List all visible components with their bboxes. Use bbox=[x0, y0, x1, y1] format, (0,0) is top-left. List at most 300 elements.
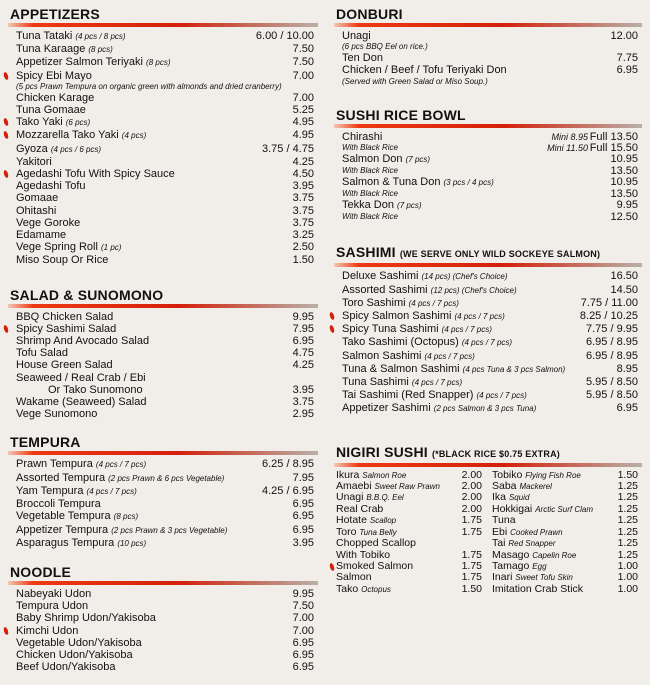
item-name: Edamame bbox=[16, 229, 67, 242]
item-price: 1.75 bbox=[461, 559, 482, 572]
chili-pepper-icon bbox=[328, 562, 335, 571]
item-note: (4 pcs / 7 pcs) bbox=[408, 298, 459, 308]
item-name: Tako bbox=[336, 582, 359, 595]
chili-pepper-icon bbox=[2, 324, 9, 333]
item-name: Toro Sashimi bbox=[342, 296, 406, 309]
item-price: 12.00 bbox=[610, 30, 638, 42]
menu-item bbox=[8, 396, 318, 408]
item-price: 2.00 bbox=[461, 491, 482, 504]
item-price: 1.00 bbox=[617, 571, 638, 584]
item-note: (4 pcs / 7 pcs) bbox=[86, 486, 137, 496]
item-name: Salmon Don bbox=[342, 152, 403, 165]
item-name: Salmon & Tuna Don bbox=[342, 176, 441, 189]
item-name: Unagi bbox=[336, 491, 364, 504]
item-price: 3.95 bbox=[292, 536, 314, 549]
item-price: 1.25 bbox=[617, 502, 638, 515]
item-name: Tofu Salad bbox=[16, 347, 68, 360]
menu-item bbox=[8, 661, 318, 673]
item-note: (6 pcs BBQ Eel on rice.) bbox=[342, 42, 428, 52]
item-name: Chirashi bbox=[342, 130, 383, 143]
item-note: Squid bbox=[508, 493, 530, 503]
menu-item bbox=[8, 498, 318, 510]
item-note: Egg bbox=[532, 561, 547, 571]
item-name: Spicy Ebi Mayo bbox=[16, 69, 92, 82]
item-name: Kimchi Udon bbox=[16, 624, 79, 637]
item-name: Appetizer Sashimi bbox=[342, 402, 431, 415]
menu-item bbox=[490, 515, 642, 526]
menu-item bbox=[8, 311, 318, 323]
section-title: NOODLE bbox=[10, 563, 72, 580]
item-price: 6.95 / 8.95 bbox=[586, 349, 638, 362]
item-name: Real Crab bbox=[336, 502, 384, 515]
item-name: Tempura Udon bbox=[16, 600, 89, 613]
menu-item bbox=[8, 129, 318, 142]
item-note: (7 pcs) bbox=[405, 154, 431, 164]
item-price: 7.00 bbox=[292, 91, 314, 104]
item-note: Sweet Raw Prawn bbox=[374, 482, 440, 492]
item-note: (4 pcs / 7 pcs) bbox=[441, 325, 492, 335]
item-note: (4 pcs / 7 pcs) bbox=[411, 378, 463, 388]
item-price: 6.95 bbox=[292, 498, 314, 511]
item-price: 13.50 bbox=[610, 188, 638, 201]
item-name: Appetizer Salmon Teriyaki bbox=[16, 56, 143, 69]
item-price: 14.50 bbox=[610, 283, 638, 296]
item-price: 4.50 bbox=[292, 168, 314, 181]
item-note: (6 pcs) bbox=[65, 118, 91, 128]
menu-item bbox=[8, 241, 318, 254]
item-name: Assorted Sashimi bbox=[342, 283, 428, 296]
item-note: (8 pcs) bbox=[113, 512, 139, 522]
item-name: Ten Don bbox=[342, 52, 383, 65]
item-price: 7.75 / 9.95 bbox=[586, 323, 638, 336]
menu-item bbox=[334, 402, 642, 415]
menu-item bbox=[490, 584, 642, 595]
section-divider bbox=[8, 451, 318, 455]
section-divider bbox=[8, 304, 318, 308]
item-name: Salmon Sashimi bbox=[342, 349, 422, 362]
item-price: 3.75 / 4.75 bbox=[262, 142, 314, 155]
item-name: Vege Spring Roll bbox=[16, 241, 98, 254]
item-name: Unagi bbox=[342, 30, 371, 42]
item-name: Vegetable Udon/Yakisoba bbox=[16, 636, 142, 649]
item-name: Mozzarella Tako Yaki bbox=[16, 129, 119, 142]
menu-item bbox=[8, 347, 318, 359]
item-price: 6.00 / 10.00 bbox=[255, 30, 314, 42]
item-price: 3.95 bbox=[292, 383, 314, 396]
item-name: Tobiko bbox=[492, 468, 523, 481]
item-price: 1.00 bbox=[617, 582, 638, 595]
item-price: 6.95 bbox=[292, 335, 314, 348]
chili-pepper-icon bbox=[2, 626, 9, 635]
menu-item bbox=[334, 64, 642, 76]
item-price: 1.50 bbox=[461, 582, 482, 595]
menu-item bbox=[8, 43, 318, 56]
item-name: Imitation Crab Stick bbox=[492, 582, 584, 595]
item-price: 7.95 bbox=[292, 322, 314, 335]
item-note: Sweet Tofu Skin bbox=[515, 573, 573, 583]
menu-item bbox=[8, 30, 318, 43]
menu-item bbox=[334, 323, 642, 336]
menu-item bbox=[334, 166, 642, 176]
item-price: 5.95 / 8.50 bbox=[586, 389, 638, 402]
item-price: 1.25 bbox=[617, 514, 638, 527]
item-note: (7 pcs) bbox=[397, 201, 422, 211]
item-name: Chicken / Beef / Tofu Teriyaki Don bbox=[342, 64, 507, 77]
menu-item bbox=[8, 205, 318, 217]
item-note: Red Snapper bbox=[508, 539, 556, 549]
item-note: (10 pcs) bbox=[117, 538, 147, 548]
item-name: Agedashi Tofu bbox=[16, 180, 86, 193]
menu-item bbox=[8, 254, 318, 266]
menu-item bbox=[334, 515, 486, 526]
menu-item bbox=[334, 584, 486, 595]
section-title: DONBURI bbox=[336, 6, 403, 22]
menu-item bbox=[8, 82, 318, 92]
item-note: Cooked Prawn bbox=[510, 527, 563, 537]
item-price: 6.95 bbox=[292, 648, 314, 661]
item-name: Vegetable Tempura bbox=[16, 510, 111, 523]
item-price: 4.95 bbox=[292, 116, 314, 129]
section-divider bbox=[334, 263, 642, 267]
menu-item bbox=[334, 270, 642, 283]
item-name: Prawn Tempura bbox=[16, 458, 93, 471]
item-price: 1.50 bbox=[292, 254, 314, 267]
item-name: Chicken Karage bbox=[16, 91, 95, 104]
item-name: Toro bbox=[336, 525, 357, 538]
section-nigiri bbox=[334, 444, 642, 600]
item-name: Asparagus Tempura bbox=[16, 536, 115, 549]
chili-pepper-icon bbox=[2, 170, 9, 179]
item-price: 7.50 bbox=[292, 600, 314, 613]
item-name: Ohitashi bbox=[16, 204, 57, 217]
item-price-mini: Mini 11.50 bbox=[547, 142, 588, 153]
menu-item bbox=[334, 336, 642, 349]
nigiri-right-list bbox=[490, 470, 642, 595]
section-sashimi bbox=[334, 244, 642, 415]
item-name: Salmon bbox=[336, 571, 372, 584]
item-price: 12.50 bbox=[610, 211, 638, 224]
item-name: Or Tako Sunomono bbox=[48, 383, 143, 396]
menu-item bbox=[334, 284, 642, 297]
item-note: (14 pcs) (Chef's Choice) bbox=[421, 272, 508, 282]
item-name: Gyoza bbox=[16, 142, 48, 155]
item-note: With Black Rice bbox=[342, 212, 398, 222]
item-price: 6.95 bbox=[616, 64, 638, 77]
item-name: Shrimp And Avocado Salad bbox=[16, 335, 150, 348]
item-note: (4 pcs) bbox=[121, 131, 147, 141]
menu-item bbox=[8, 372, 318, 384]
item-note: (8 pcs) bbox=[146, 58, 171, 68]
item-name: Tuna Karaage bbox=[16, 43, 86, 56]
item-note: (Served with Green Salad or Miso Soup.) bbox=[342, 76, 488, 86]
item-price: 5.95 / 8.50 bbox=[586, 376, 638, 389]
section-title: SUSHI RICE BOWL bbox=[336, 106, 466, 123]
menu-item bbox=[8, 143, 318, 156]
item-price: 7.00 bbox=[292, 624, 314, 637]
menu-item bbox=[334, 189, 642, 199]
item-note: Tuna Belly bbox=[359, 527, 397, 537]
item-name: Ikura bbox=[336, 468, 360, 481]
item-price: 1.25 bbox=[617, 525, 638, 538]
item-name: BBQ Chicken Salad bbox=[16, 310, 114, 323]
item-price: 3.75 bbox=[292, 396, 314, 409]
menu-item bbox=[8, 637, 318, 649]
item-note: (4 pcs / 7 pcs) bbox=[454, 312, 505, 322]
item-name: Yam Tempura bbox=[16, 484, 84, 497]
menu-item bbox=[334, 199, 642, 212]
menu-item bbox=[8, 192, 318, 204]
menu-item bbox=[334, 389, 642, 402]
section-title bbox=[336, 244, 642, 262]
item-name: Nabeyaki Udon bbox=[16, 587, 92, 600]
item-price: 4.25 / 6.95 bbox=[262, 484, 314, 497]
item-name: Tuna Gomaae bbox=[16, 104, 86, 117]
section-title bbox=[336, 444, 642, 462]
section-appetizers bbox=[8, 6, 318, 267]
item-name: Inari bbox=[492, 571, 513, 584]
menu-item bbox=[8, 600, 318, 612]
item-name: Amaebi bbox=[336, 480, 372, 493]
section-divider bbox=[8, 581, 318, 585]
item-note: (4 pcs Tuna & 3 pcs Salmon) bbox=[462, 364, 566, 374]
item-price: 7.50 bbox=[292, 56, 314, 69]
item-note: Octopus bbox=[361, 584, 391, 594]
item-price: 13.50 bbox=[610, 165, 638, 178]
section-title-note: (WE SERVE ONLY WILD SOCKEYE SALMON) bbox=[399, 249, 601, 260]
item-name: Hotate bbox=[336, 514, 367, 527]
menu-item bbox=[8, 156, 318, 168]
item-name: Vege Sunomono bbox=[16, 408, 98, 421]
section-rice-bowl bbox=[334, 107, 642, 223]
menu-item bbox=[8, 588, 318, 600]
section-title-text: NIGIRI SUSHI bbox=[336, 443, 428, 460]
item-price: 8.25 / 10.25 bbox=[579, 310, 638, 323]
item-price: 1.75 bbox=[461, 514, 482, 527]
item-name: Tuna bbox=[492, 514, 516, 527]
item-note: (1 pc) bbox=[101, 243, 122, 253]
item-name: Appetizer Tempura bbox=[16, 523, 109, 536]
item-price: 6.95 bbox=[292, 510, 314, 523]
menu-item bbox=[334, 143, 642, 153]
menu-item bbox=[8, 168, 318, 180]
section-title: TEMPURA bbox=[10, 434, 81, 451]
item-price: 1.25 bbox=[617, 548, 638, 561]
item-name: Ika bbox=[492, 491, 507, 504]
item-name: Miso Soup Or Rice bbox=[16, 254, 109, 267]
section-salad bbox=[8, 287, 318, 421]
menu-item bbox=[8, 70, 318, 82]
menu-item bbox=[8, 524, 318, 537]
item-note: (4 pcs / 7 pcs) bbox=[461, 338, 513, 348]
menu-item bbox=[8, 359, 318, 371]
item-note: Capelin Roe bbox=[532, 550, 577, 560]
menu-item bbox=[8, 510, 318, 523]
item-name: Tekka Don bbox=[342, 199, 394, 212]
menu-item bbox=[8, 408, 318, 420]
item-note: With Black Rice bbox=[342, 166, 398, 176]
item-price: 3.25 bbox=[292, 229, 314, 242]
menu-item bbox=[8, 335, 318, 347]
item-name: Wakame (Seaweed) Salad bbox=[16, 396, 147, 409]
menu-item bbox=[8, 56, 318, 69]
item-price: 6.95 bbox=[292, 636, 314, 649]
item-price: 7.75 bbox=[616, 52, 638, 65]
item-name: Yakitori bbox=[16, 155, 52, 168]
item-name: Chicken Udon/Yakisoba bbox=[16, 648, 133, 661]
item-name: Spicy Sashimi Salad bbox=[16, 322, 117, 335]
item-price: 10.95 bbox=[610, 176, 638, 189]
item-price: 16.50 bbox=[610, 270, 638, 283]
item-name: House Green Salad bbox=[16, 359, 113, 372]
menu-item bbox=[8, 649, 318, 661]
item-name: Smoked Salmon bbox=[336, 559, 414, 572]
section-title-text: SASHIMI bbox=[336, 244, 396, 261]
menu-item bbox=[8, 537, 318, 550]
item-note: (2 pcs Salmon & 3 pcs Tuna) bbox=[433, 404, 537, 414]
item-name: Hokkigai bbox=[492, 502, 533, 515]
item-name: Baby Shrimp Udon/Yakisoba bbox=[16, 612, 156, 625]
item-note: (4 pcs / 7 pcs) bbox=[424, 351, 475, 361]
item-name: Broccoli Tempura bbox=[16, 498, 101, 511]
left-column bbox=[8, 6, 318, 685]
item-note: (4 pcs / 7 pcs) bbox=[476, 391, 527, 401]
menu-item bbox=[8, 116, 318, 129]
item-note: (12 pcs) (Chef's Choice) bbox=[430, 285, 517, 295]
section-noodle bbox=[8, 564, 318, 673]
menu-item bbox=[8, 180, 318, 192]
item-name: Tuna Sashimi bbox=[342, 376, 409, 389]
item-price: 4.25 bbox=[292, 359, 314, 372]
item-name: Saba bbox=[492, 480, 517, 493]
menu-item bbox=[334, 153, 642, 166]
item-price-mini: Mini 8.95 bbox=[551, 131, 588, 142]
menu-item bbox=[8, 217, 318, 229]
item-name: Chopped Scallop bbox=[336, 537, 416, 550]
menu-item bbox=[334, 131, 642, 143]
chili-pepper-icon bbox=[2, 71, 9, 80]
item-price: 2.50 bbox=[292, 241, 314, 254]
item-price: 8.95 bbox=[616, 362, 638, 375]
menu-item bbox=[334, 176, 642, 189]
chili-pepper-icon bbox=[328, 312, 335, 321]
item-price: 1.25 bbox=[617, 537, 638, 550]
section-title-note: (*BLACK RICE $0.75 EXTRA) bbox=[431, 448, 560, 459]
item-price: 1.25 bbox=[617, 491, 638, 504]
menu-item bbox=[334, 30, 642, 42]
menu-item bbox=[334, 350, 642, 363]
item-note: (4 pcs / 6 pcs) bbox=[50, 144, 102, 154]
item-note: (4 pcs / 8 pcs) bbox=[75, 32, 126, 41]
item-note: (2 pcs Prawn & 6 pcs Vegetable) bbox=[108, 473, 225, 483]
item-name: Masago bbox=[492, 548, 530, 561]
item-price: 1.75 bbox=[461, 548, 482, 561]
item-price: 3.75 bbox=[292, 204, 314, 217]
item-name: Agedashi Tofu With Spicy Sauce bbox=[16, 168, 175, 181]
item-price: 2.95 bbox=[292, 408, 314, 421]
item-price: Full 15.50 bbox=[589, 141, 638, 154]
item-name: Ebi bbox=[492, 525, 508, 538]
menu-item bbox=[334, 52, 642, 64]
item-note: (4 pcs / 7 pcs) bbox=[95, 460, 147, 470]
right-column bbox=[334, 6, 642, 612]
menu-item bbox=[334, 376, 642, 389]
section-divider bbox=[334, 124, 642, 128]
item-price: 9.95 bbox=[616, 199, 638, 212]
chili-pepper-icon bbox=[2, 118, 9, 127]
item-price: 1.75 bbox=[461, 571, 482, 584]
item-price: 5.25 bbox=[292, 104, 314, 117]
item-price: 1.75 bbox=[461, 525, 482, 538]
item-note: Arctic Surf Clam bbox=[535, 504, 593, 514]
section-tempura bbox=[8, 434, 318, 549]
section-donburi bbox=[334, 6, 642, 87]
menu-item bbox=[334, 77, 642, 87]
item-price: 7.00 bbox=[292, 69, 314, 82]
item-price: 7.00 bbox=[292, 612, 314, 625]
menu-item bbox=[334, 363, 642, 376]
item-price: 9.95 bbox=[292, 587, 314, 600]
item-note: B.B.Q. Eel bbox=[366, 493, 404, 503]
item-price: Full 13.50 bbox=[589, 130, 638, 143]
item-name: Tai bbox=[492, 537, 506, 550]
item-price: 6.95 bbox=[292, 523, 314, 536]
item-price: 6.95 bbox=[616, 402, 638, 415]
item-price: 4.75 bbox=[292, 347, 314, 360]
item-name: Tako Yaki bbox=[16, 116, 63, 129]
item-note: Mackerel bbox=[519, 482, 552, 492]
item-note: (5 pcs Prawn Tempura on organic green with almonds and dried cranberry) bbox=[16, 81, 282, 91]
item-name: Vege Goroke bbox=[16, 216, 81, 229]
menu-item bbox=[8, 458, 318, 471]
item-price: 2.00 bbox=[461, 468, 482, 481]
item-price: 6.25 / 8.95 bbox=[262, 458, 314, 471]
section-divider bbox=[8, 23, 318, 27]
menu-item bbox=[8, 323, 318, 335]
item-note: With Black Rice bbox=[342, 189, 398, 199]
item-name: Seaweed / Real Crab / Ebi bbox=[16, 371, 146, 384]
menu-item bbox=[334, 297, 642, 310]
menu-item bbox=[8, 612, 318, 624]
item-name: Beef Udon/Yakisoba bbox=[16, 661, 116, 674]
section-divider bbox=[334, 463, 642, 467]
item-name: Tai Sashimi (Red Snapper) bbox=[342, 389, 474, 402]
item-name: With Tobiko bbox=[336, 548, 391, 561]
item-price: 1.00 bbox=[617, 559, 638, 572]
item-price: 10.95 bbox=[610, 152, 638, 165]
item-name: Tuna Tataki bbox=[16, 30, 73, 42]
item-name: Tuna & Salmon Sashimi bbox=[342, 362, 460, 375]
item-name: Deluxe Sashimi bbox=[342, 270, 419, 283]
item-name: Spicy Salmon Sashimi bbox=[342, 310, 452, 323]
item-name: Assorted Tempura bbox=[16, 471, 106, 484]
item-note: Flying Fish Roe bbox=[525, 470, 581, 480]
item-price: 7.95 bbox=[292, 471, 314, 484]
item-price: 6.95 / 8.95 bbox=[586, 336, 638, 349]
item-price: 6.95 bbox=[292, 661, 314, 674]
menu-item bbox=[8, 625, 318, 637]
menu-item bbox=[8, 384, 318, 396]
menu-item bbox=[334, 42, 642, 52]
menu-item bbox=[334, 310, 642, 323]
item-price: 2.00 bbox=[461, 502, 482, 515]
menu-item bbox=[8, 104, 318, 116]
item-price: 3.75 bbox=[292, 192, 314, 205]
item-note: With Black Rice bbox=[342, 142, 398, 152]
item-price: 7.75 / 11.00 bbox=[580, 296, 638, 309]
item-price: 2.00 bbox=[461, 480, 482, 493]
item-note: Scallop bbox=[369, 516, 397, 526]
item-note: Salmon Roe bbox=[362, 470, 407, 480]
